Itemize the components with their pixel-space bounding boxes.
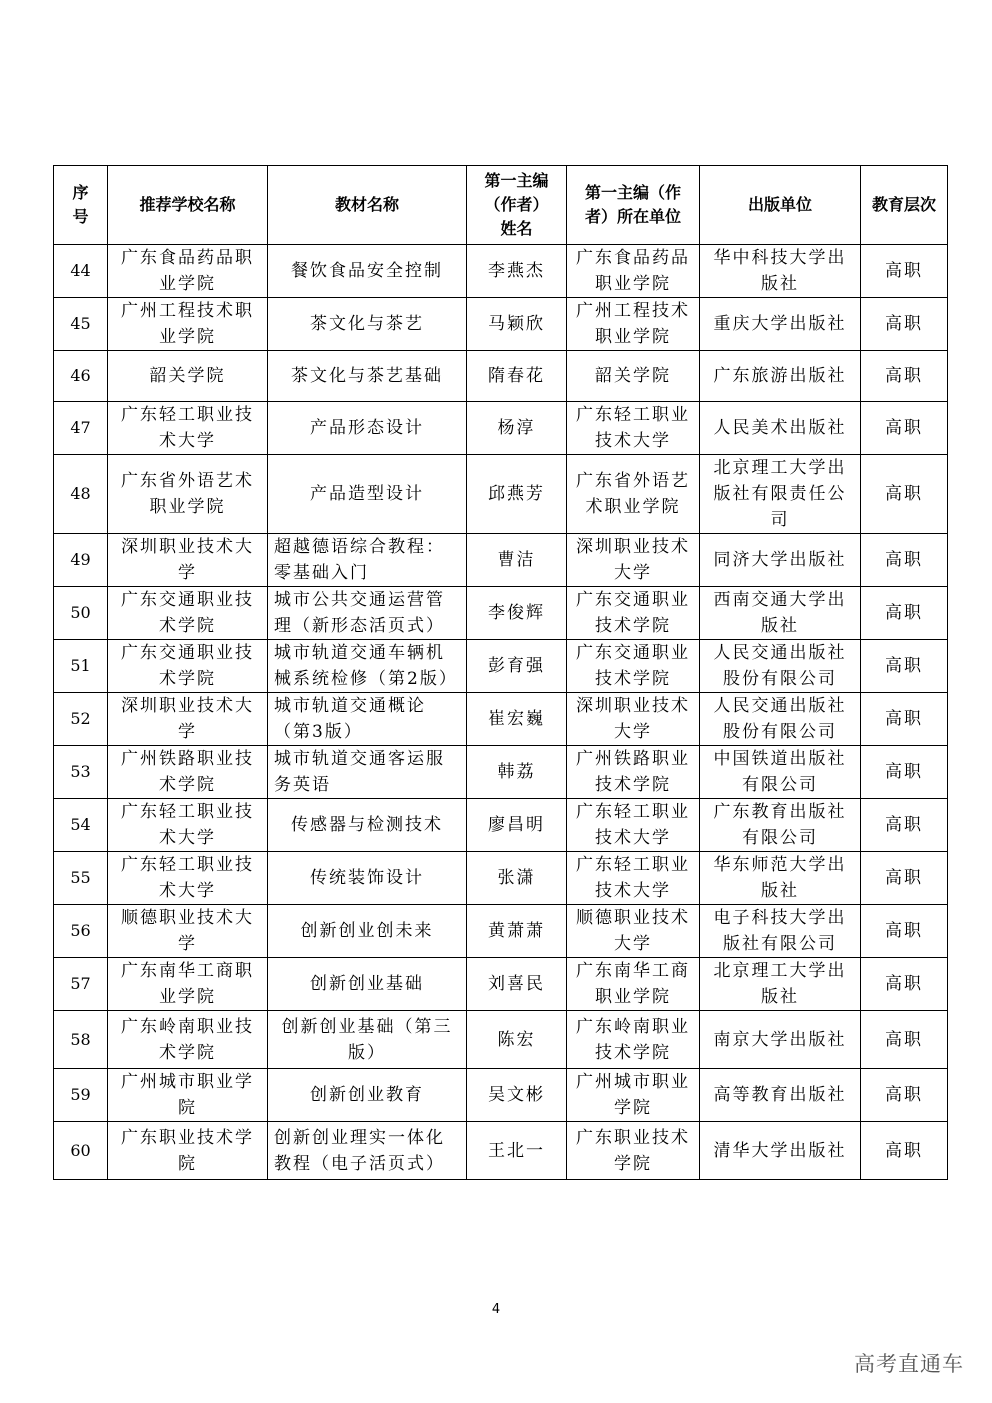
cell-level: 高职 (861, 534, 948, 587)
cell-editor: 王北一 (467, 1122, 567, 1180)
cell-level: 高职 (861, 799, 948, 852)
cell-seq: 54 (54, 799, 108, 852)
table-row (54, 746, 948, 799)
header-level: 教育层次 (861, 166, 948, 245)
cell-editor: 吴文彬 (467, 1069, 567, 1122)
cell-editor-unit: 广东省外语艺术职业学院 (567, 455, 700, 534)
table-row (54, 640, 948, 693)
cell-school: 广东交通职业技术学院 (108, 640, 268, 693)
cell-editor: 隋春花 (467, 351, 567, 402)
table-row (54, 1011, 948, 1069)
cell-level: 高职 (861, 1069, 948, 1122)
cell-editor-unit: 韶关学院 (567, 351, 700, 402)
cell-publisher: 广东教育出版社有限公司 (700, 799, 861, 852)
cell-seq: 56 (54, 905, 108, 958)
cell-textbook: 城市公共交通运营管理（新形态活页式） (268, 587, 467, 640)
cell-publisher: 西南交通大学出版社 (700, 587, 861, 640)
cell-editor: 邱燕芳 (467, 455, 567, 534)
textbook-table (53, 165, 948, 1180)
cell-editor-unit: 广东交通职业技术学院 (567, 587, 700, 640)
cell-school: 广东职业技术学院 (108, 1122, 268, 1180)
cell-publisher: 人民交通出版社股份有限公司 (700, 693, 861, 746)
cell-textbook: 茶文化与茶艺 (268, 298, 467, 351)
header-school: 推荐学校名称 (108, 166, 268, 245)
table-row (54, 351, 948, 402)
page-number: 4 (491, 1302, 501, 1317)
cell-editor: 张潇 (467, 852, 567, 905)
cell-textbook: 传统装饰设计 (268, 852, 467, 905)
cell-school: 深圳职业技术大学 (108, 693, 268, 746)
cell-level: 高职 (861, 693, 948, 746)
header-editor: 第一主编（作者）姓名 (467, 166, 567, 245)
table-row (54, 799, 948, 852)
table-row (54, 587, 948, 640)
cell-seq: 49 (54, 534, 108, 587)
cell-editor-unit: 广东轻工职业技术大学 (567, 852, 700, 905)
cell-publisher: 中国铁道出版社有限公司 (700, 746, 861, 799)
cell-school: 广东轻工职业技术大学 (108, 402, 268, 455)
cell-publisher: 人民交通出版社股份有限公司 (700, 640, 861, 693)
cell-seq: 57 (54, 958, 108, 1011)
cell-seq: 48 (54, 455, 108, 534)
cell-editor-unit: 广东轻工职业技术大学 (567, 402, 700, 455)
cell-seq: 50 (54, 587, 108, 640)
cell-publisher: 北京理工大学出版社有限责任公司 (700, 455, 861, 534)
cell-school: 广州城市职业学院 (108, 1069, 268, 1122)
cell-editor: 马颖欣 (467, 298, 567, 351)
cell-publisher: 华中科技大学出版社 (700, 245, 861, 298)
cell-editor: 彭育强 (467, 640, 567, 693)
cell-publisher: 人民美术出版社 (700, 402, 861, 455)
cell-publisher: 电子科技大学出版社有限公司 (700, 905, 861, 958)
cell-textbook: 超越德语综合教程：零基础入门 (268, 534, 467, 587)
cell-editor-unit: 顺德职业技术大学 (567, 905, 700, 958)
cell-seq: 55 (54, 852, 108, 905)
cell-editor: 李俊辉 (467, 587, 567, 640)
cell-school: 广州铁路职业技术学院 (108, 746, 268, 799)
cell-school: 顺德职业技术大学 (108, 905, 268, 958)
cell-seq: 52 (54, 693, 108, 746)
cell-school: 广州工程技术职业学院 (108, 298, 268, 351)
cell-level: 高职 (861, 351, 948, 402)
cell-textbook: 茶文化与茶艺基础 (268, 351, 467, 402)
cell-level: 高职 (861, 455, 948, 534)
cell-editor-unit: 广东交通职业技术学院 (567, 640, 700, 693)
cell-publisher: 重庆大学出版社 (700, 298, 861, 351)
cell-level: 高职 (861, 905, 948, 958)
cell-editor-unit: 广东南华工商职业学院 (567, 958, 700, 1011)
cell-school: 广东轻工职业技术大学 (108, 799, 268, 852)
cell-textbook: 城市轨道交通概论（第3版） (268, 693, 467, 746)
cell-school: 广东交通职业技术学院 (108, 587, 268, 640)
header-textbook: 教材名称 (268, 166, 467, 245)
table-row (54, 455, 948, 534)
table-row (54, 298, 948, 351)
cell-level: 高职 (861, 1122, 948, 1180)
table-row (54, 1069, 948, 1122)
cell-level: 高职 (861, 245, 948, 298)
cell-school: 广东食品药品职业学院 (108, 245, 268, 298)
table-row (54, 958, 948, 1011)
cell-textbook: 产品形态设计 (268, 402, 467, 455)
cell-editor: 杨淳 (467, 402, 567, 455)
cell-editor: 韩荔 (467, 746, 567, 799)
cell-textbook: 产品造型设计 (268, 455, 467, 534)
cell-level: 高职 (861, 298, 948, 351)
cell-publisher: 同济大学出版社 (700, 534, 861, 587)
table-row (54, 245, 948, 298)
cell-seq: 60 (54, 1122, 108, 1180)
cell-publisher: 北京理工大学出版社 (700, 958, 861, 1011)
cell-seq: 46 (54, 351, 108, 402)
table-row (54, 905, 948, 958)
cell-level: 高职 (861, 852, 948, 905)
cell-school: 广东南华工商职业学院 (108, 958, 268, 1011)
cell-editor: 李燕杰 (467, 245, 567, 298)
cell-editor: 陈宏 (467, 1011, 567, 1069)
cell-seq: 59 (54, 1069, 108, 1122)
cell-editor-unit: 广州工程技术职业学院 (567, 298, 700, 351)
cell-editor-unit: 广州城市职业学院 (567, 1069, 700, 1122)
table-body (54, 245, 948, 1180)
table-row (54, 852, 948, 905)
cell-level: 高职 (861, 746, 948, 799)
table-header-row (54, 166, 948, 245)
cell-seq: 53 (54, 746, 108, 799)
cell-textbook: 创新创业理实一体化教程（电子活页式） (268, 1122, 467, 1180)
cell-editor: 黄萧萧 (467, 905, 567, 958)
cell-textbook: 创新创业创未来 (268, 905, 467, 958)
cell-seq: 44 (54, 245, 108, 298)
watermark-text: 高考直通车 (854, 1352, 964, 1376)
cell-publisher: 清华大学出版社 (700, 1122, 861, 1180)
cell-level: 高职 (861, 402, 948, 455)
cell-publisher: 南京大学出版社 (700, 1011, 861, 1069)
cell-editor: 刘喜民 (467, 958, 567, 1011)
header-editor-unit: 第一主编（作者）所在单位 (567, 166, 700, 245)
cell-editor-unit: 广州铁路职业技术学院 (567, 746, 700, 799)
table-row (54, 534, 948, 587)
cell-level: 高职 (861, 640, 948, 693)
cell-editor-unit: 广东岭南职业技术学院 (567, 1011, 700, 1069)
cell-textbook: 城市轨道交通车辆机械系统检修（第2版） (268, 640, 467, 693)
cell-school: 广东省外语艺术职业学院 (108, 455, 268, 534)
cell-level: 高职 (861, 958, 948, 1011)
table-row (54, 402, 948, 455)
cell-level: 高职 (861, 587, 948, 640)
header-publisher: 出版单位 (700, 166, 861, 245)
cell-seq: 51 (54, 640, 108, 693)
cell-school: 深圳职业技术大学 (108, 534, 268, 587)
cell-publisher: 广东旅游出版社 (700, 351, 861, 402)
cell-textbook: 创新创业教育 (268, 1069, 467, 1122)
cell-school: 韶关学院 (108, 351, 268, 402)
cell-seq: 47 (54, 402, 108, 455)
cell-editor-unit: 广东食品药品职业学院 (567, 245, 700, 298)
cell-publisher: 华东师范大学出版社 (700, 852, 861, 905)
cell-textbook: 创新创业基础 (268, 958, 467, 1011)
cell-seq: 45 (54, 298, 108, 351)
cell-textbook: 餐饮食品安全控制 (268, 245, 467, 298)
cell-editor-unit: 广东轻工职业技术大学 (567, 799, 700, 852)
cell-school: 广东岭南职业技术学院 (108, 1011, 268, 1069)
cell-publisher: 高等教育出版社 (700, 1069, 861, 1122)
cell-textbook: 城市轨道交通客运服务英语 (268, 746, 467, 799)
cell-editor-unit: 广东职业技术学院 (567, 1122, 700, 1180)
cell-level: 高职 (861, 1011, 948, 1069)
cell-editor-unit: 深圳职业技术大学 (567, 534, 700, 587)
table-row (54, 1122, 948, 1180)
cell-school: 广东轻工职业技术大学 (108, 852, 268, 905)
cell-editor-unit: 深圳职业技术大学 (567, 693, 700, 746)
cell-editor: 崔宏巍 (467, 693, 567, 746)
cell-editor: 廖昌明 (467, 799, 567, 852)
cell-seq: 58 (54, 1011, 108, 1069)
table-row (54, 693, 948, 746)
cell-textbook: 传感器与检测技术 (268, 799, 467, 852)
cell-textbook: 创新创业基础（第三版） (268, 1011, 467, 1069)
cell-editor: 曹洁 (467, 534, 567, 587)
header-seq: 序号 (54, 166, 108, 245)
